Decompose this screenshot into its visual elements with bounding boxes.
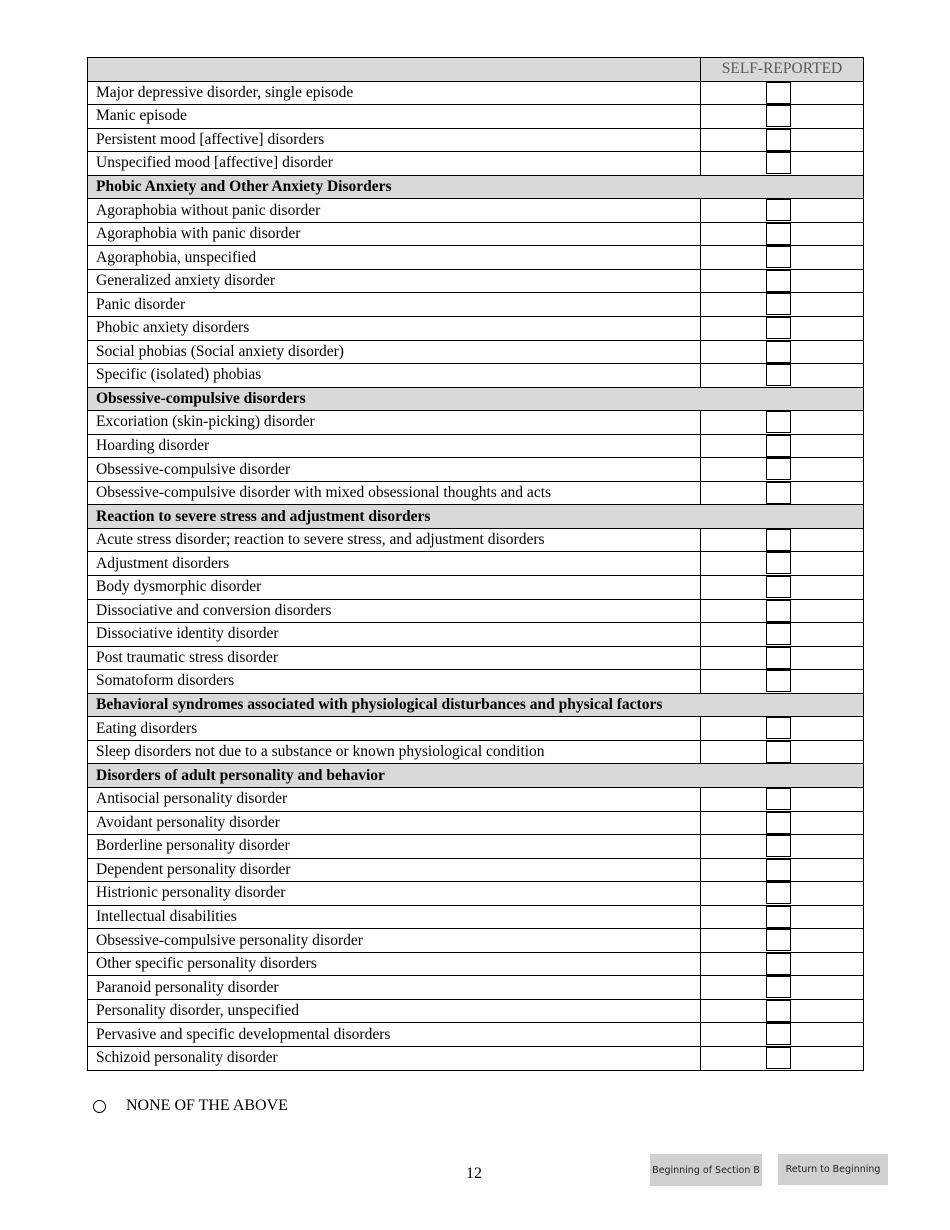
disorder-label: Adjustment disorders bbox=[88, 552, 701, 576]
self-reported-checkbox[interactable] bbox=[766, 293, 791, 315]
disorder-label: Borderline personality disorder bbox=[88, 835, 701, 859]
checkbox-cell bbox=[701, 623, 864, 647]
self-reported-checkbox[interactable] bbox=[766, 129, 791, 151]
beginning-of-section-b-button[interactable]: Beginning of Section B bbox=[650, 1154, 762, 1186]
self-reported-checkbox[interactable] bbox=[766, 576, 791, 598]
checkbox-cell bbox=[701, 269, 864, 293]
self-reported-checkbox[interactable] bbox=[766, 199, 791, 221]
table-row bbox=[88, 646, 864, 670]
disorder-label: Histrionic personality disorder bbox=[88, 882, 701, 906]
self-reported-checkbox[interactable] bbox=[766, 552, 791, 574]
checkbox-cell bbox=[701, 105, 864, 129]
table-row bbox=[88, 317, 864, 341]
table-row bbox=[88, 152, 864, 176]
section-header-row bbox=[88, 387, 864, 411]
disorder-label: Persistent mood [affective] disorders bbox=[88, 128, 701, 152]
table-row bbox=[88, 1023, 864, 1047]
disorder-label: Personality disorder, unspecified bbox=[88, 999, 701, 1023]
checkbox-cell bbox=[701, 246, 864, 270]
disorder-label: Obsessive-compulsive disorder with mixed obsessional thoughts and acts bbox=[88, 481, 701, 505]
table-row bbox=[88, 199, 864, 223]
table-row bbox=[88, 105, 864, 129]
disorder-label: Agoraphobia, unspecified bbox=[88, 246, 701, 270]
table-row bbox=[88, 364, 864, 388]
self-reported-checkbox[interactable] bbox=[766, 600, 791, 622]
checkbox-cell bbox=[701, 434, 864, 458]
self-reported-checkbox[interactable] bbox=[766, 482, 791, 504]
checkbox-cell bbox=[701, 528, 864, 552]
table-row bbox=[88, 552, 864, 576]
self-reported-checkbox[interactable] bbox=[766, 788, 791, 810]
table-row bbox=[88, 576, 864, 600]
checkbox-cell bbox=[701, 740, 864, 764]
table-row bbox=[88, 670, 864, 694]
none-of-the-above-option[interactable] bbox=[93, 1097, 288, 1115]
disorder-label: Eating disorders bbox=[88, 717, 701, 741]
table-row bbox=[88, 293, 864, 317]
disorder-label: Other specific personality disorders bbox=[88, 952, 701, 976]
section-header-row bbox=[88, 693, 864, 717]
header-empty-cell bbox=[88, 58, 701, 82]
self-reported-checkbox[interactable] bbox=[766, 152, 791, 174]
checkbox-cell bbox=[701, 929, 864, 953]
self-reported-checkbox[interactable] bbox=[766, 976, 791, 998]
table-row bbox=[88, 905, 864, 929]
disorder-label: Somatoform disorders bbox=[88, 670, 701, 694]
disorder-label: Avoidant personality disorder bbox=[88, 811, 701, 835]
disorder-label: Social phobias (Social anxiety disorder) bbox=[88, 340, 701, 364]
checkbox-cell bbox=[701, 952, 864, 976]
section-heading: Phobic Anxiety and Other Anxiety Disorders bbox=[88, 175, 864, 199]
checkbox-cell bbox=[701, 411, 864, 435]
checkbox-cell bbox=[701, 340, 864, 364]
table-row bbox=[88, 858, 864, 882]
self-reported-checkbox[interactable] bbox=[766, 835, 791, 857]
disorder-label: Antisocial personality disorder bbox=[88, 787, 701, 811]
disorder-label: Agoraphobia with panic disorder bbox=[88, 222, 701, 246]
checkbox-cell bbox=[701, 670, 864, 694]
table-row bbox=[88, 246, 864, 270]
checkbox-cell bbox=[701, 1023, 864, 1047]
table-header-row bbox=[88, 58, 864, 82]
checkbox-cell bbox=[701, 717, 864, 741]
table-row bbox=[88, 623, 864, 647]
disorder-label: Excoriation (skin-picking) disorder bbox=[88, 411, 701, 435]
checkbox-cell bbox=[701, 458, 864, 482]
checkbox-cell bbox=[701, 81, 864, 105]
disorders-table bbox=[87, 57, 864, 1071]
disorder-label: Post traumatic stress disorder bbox=[88, 646, 701, 670]
checkbox-cell bbox=[701, 552, 864, 576]
disorder-label: Obsessive-compulsive personality disorder bbox=[88, 929, 701, 953]
table-row bbox=[88, 999, 864, 1023]
section-header-row bbox=[88, 505, 864, 529]
checkbox-cell bbox=[701, 858, 864, 882]
table-row bbox=[88, 811, 864, 835]
table-row bbox=[88, 599, 864, 623]
self-reported-checkbox[interactable] bbox=[766, 435, 791, 457]
self-reported-checkbox[interactable] bbox=[766, 647, 791, 669]
self-reported-checkbox[interactable] bbox=[766, 270, 791, 292]
self-reported-checkbox[interactable] bbox=[766, 246, 791, 268]
disorder-label: Schizoid personality disorder bbox=[88, 1046, 701, 1070]
disorder-label: Dissociative identity disorder bbox=[88, 623, 701, 647]
disorder-label: Unspecified mood [affective] disorder bbox=[88, 152, 701, 176]
table-row bbox=[88, 929, 864, 953]
self-reported-checkbox[interactable] bbox=[766, 812, 791, 834]
table-row bbox=[88, 269, 864, 293]
checkbox-cell bbox=[701, 152, 864, 176]
self-reported-checkbox[interactable] bbox=[766, 82, 791, 104]
self-reported-checkbox[interactable] bbox=[766, 105, 791, 127]
disorder-label: Obsessive-compulsive disorder bbox=[88, 458, 701, 482]
checkbox-cell bbox=[701, 481, 864, 505]
checkbox-cell bbox=[701, 199, 864, 223]
disorder-label: Major depressive disorder, single episode bbox=[88, 81, 701, 105]
self-reported-header: SELF-REPORTED bbox=[701, 58, 864, 82]
table-row bbox=[88, 952, 864, 976]
checkbox-cell bbox=[701, 128, 864, 152]
checkbox-cell bbox=[701, 882, 864, 906]
checkbox-cell bbox=[701, 317, 864, 341]
table-row bbox=[88, 411, 864, 435]
disorder-label: Intellectual disabilities bbox=[88, 905, 701, 929]
self-reported-checkbox[interactable] bbox=[766, 929, 791, 951]
self-reported-checkbox[interactable] bbox=[766, 364, 791, 386]
table-row bbox=[88, 528, 864, 552]
section-heading: Disorders of adult personality and behavior bbox=[88, 764, 864, 788]
section-header-row bbox=[88, 175, 864, 199]
checkbox-cell bbox=[701, 222, 864, 246]
table-row bbox=[88, 835, 864, 859]
table-row bbox=[88, 481, 864, 505]
checkbox-cell bbox=[701, 1046, 864, 1070]
self-reported-checkbox[interactable] bbox=[766, 223, 791, 245]
self-reported-checkbox[interactable] bbox=[766, 1000, 791, 1022]
self-reported-checkbox[interactable] bbox=[766, 859, 791, 881]
none-radio-button[interactable] bbox=[93, 1100, 106, 1113]
disorder-label: Agoraphobia without panic disorder bbox=[88, 199, 701, 223]
self-reported-checkbox[interactable] bbox=[766, 882, 791, 904]
checkbox-cell bbox=[701, 364, 864, 388]
table-row bbox=[88, 787, 864, 811]
table-row bbox=[88, 434, 864, 458]
section-heading: Behavioral syndromes associated with physiological disturbances and physical factors bbox=[88, 693, 864, 717]
self-reported-checkbox[interactable] bbox=[766, 529, 791, 551]
table-row bbox=[88, 976, 864, 1000]
checkbox-cell bbox=[701, 905, 864, 929]
self-reported-checkbox[interactable] bbox=[766, 458, 791, 480]
self-reported-checkbox[interactable] bbox=[766, 717, 791, 739]
table-row bbox=[88, 1046, 864, 1070]
disorder-label: Dissociative and conversion disorders bbox=[88, 599, 701, 623]
checkbox-cell bbox=[701, 811, 864, 835]
disorder-label: Sleep disorders not due to a substance or known physiological condition bbox=[88, 740, 701, 764]
self-reported-checkbox[interactable] bbox=[766, 906, 791, 928]
table-row bbox=[88, 458, 864, 482]
disorder-label: Generalized anxiety disorder bbox=[88, 269, 701, 293]
table-row bbox=[88, 340, 864, 364]
disorder-label: Panic disorder bbox=[88, 293, 701, 317]
checkbox-cell bbox=[701, 646, 864, 670]
checkbox-cell bbox=[701, 999, 864, 1023]
self-reported-checkbox[interactable] bbox=[766, 1023, 791, 1045]
disorder-label: Specific (isolated) phobias bbox=[88, 364, 701, 388]
disorder-label: Dependent personality disorder bbox=[88, 858, 701, 882]
return-to-beginning-button[interactable]: Return to Beginning bbox=[778, 1154, 888, 1185]
checkbox-cell bbox=[701, 293, 864, 317]
disorder-label: Body dysmorphic disorder bbox=[88, 576, 701, 600]
self-reported-checkbox[interactable] bbox=[766, 411, 791, 433]
page-number: 12 bbox=[466, 1165, 482, 1182]
self-reported-checkbox[interactable] bbox=[766, 670, 791, 692]
checkbox-cell bbox=[701, 787, 864, 811]
disorder-label: Paranoid personality disorder bbox=[88, 976, 701, 1000]
self-reported-checkbox[interactable] bbox=[766, 741, 791, 763]
none-of-the-above-label: NONE OF THE ABOVE bbox=[126, 1097, 288, 1114]
checkbox-cell bbox=[701, 576, 864, 600]
self-reported-checkbox[interactable] bbox=[766, 1047, 791, 1069]
checkbox-cell bbox=[701, 599, 864, 623]
disorder-label: Hoarding disorder bbox=[88, 434, 701, 458]
table-row bbox=[88, 222, 864, 246]
table-row bbox=[88, 740, 864, 764]
disorder-label: Acute stress disorder; reaction to severe stress, and adjustment disorders bbox=[88, 528, 701, 552]
section-heading: Reaction to severe stress and adjustment disorders bbox=[88, 505, 864, 529]
checkbox-cell bbox=[701, 976, 864, 1000]
table-row bbox=[88, 882, 864, 906]
table-row bbox=[88, 81, 864, 105]
self-reported-checkbox[interactable] bbox=[766, 623, 791, 645]
table-row bbox=[88, 717, 864, 741]
self-reported-checkbox[interactable] bbox=[766, 341, 791, 363]
section-heading: Obsessive-compulsive disorders bbox=[88, 387, 864, 411]
self-reported-checkbox[interactable] bbox=[766, 953, 791, 975]
checkbox-cell bbox=[701, 835, 864, 859]
disorder-label: Pervasive and specific developmental disorders bbox=[88, 1023, 701, 1047]
disorder-label: Manic episode bbox=[88, 105, 701, 129]
section-header-row bbox=[88, 764, 864, 788]
table-row bbox=[88, 128, 864, 152]
disorder-label: Phobic anxiety disorders bbox=[88, 317, 701, 341]
self-reported-checkbox[interactable] bbox=[766, 317, 791, 339]
